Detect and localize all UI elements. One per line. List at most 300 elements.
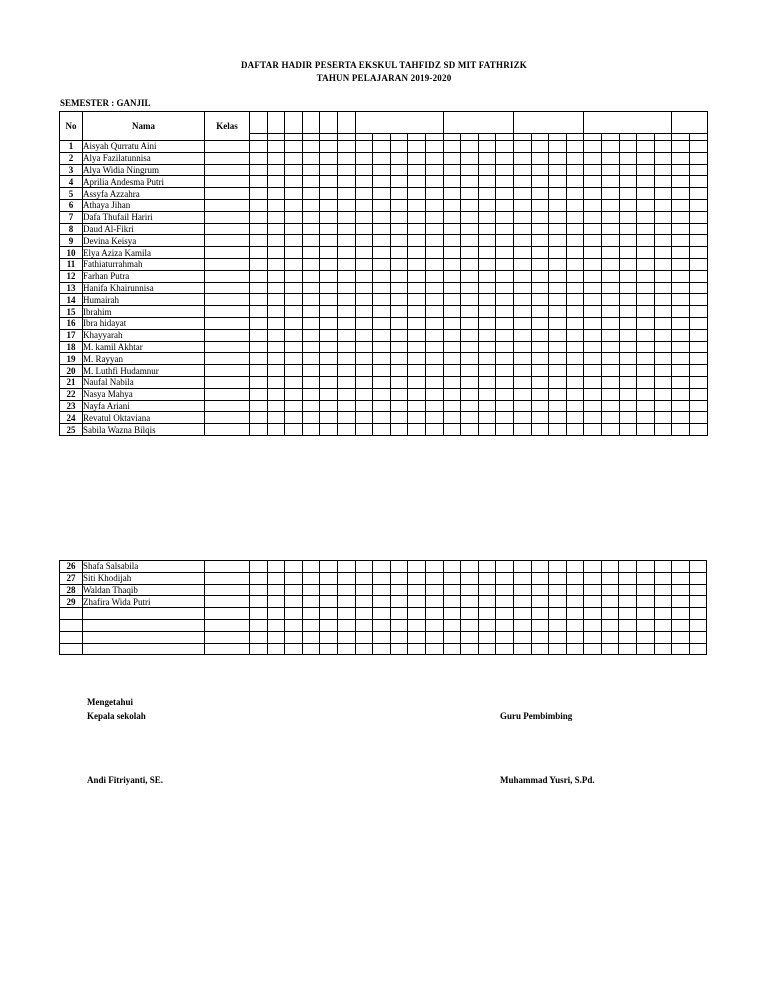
attendance-cell [337,176,355,188]
attendance-cell [302,199,320,211]
meeting-group-header [443,112,513,134]
attendance-cell [302,188,320,200]
student-number [60,643,83,655]
attendance-cell [443,294,461,306]
attendance-cell [672,294,690,306]
attendance-cell [689,584,707,596]
attendance-cell [425,247,443,259]
attendance-cell [320,400,338,412]
attendance-cell [566,258,584,270]
student-row [60,424,708,436]
student-number: 8 [60,223,83,235]
attendance-cell [689,211,707,223]
attendance-cell [513,258,531,270]
attendance-cell [250,152,268,164]
attendance-cell [637,176,655,188]
attendance-cell [443,199,461,211]
attendance-cell [373,247,391,259]
attendance-cell [461,608,479,620]
attendance-cell [320,188,338,200]
attendance-cell [267,282,285,294]
attendance-cell [689,365,707,377]
attendance-cell [513,235,531,247]
attendance-cell [478,199,496,211]
attendance-cell [496,619,514,631]
attendance-cell [443,211,461,223]
student-class-cell [205,317,250,329]
attendance-cell [443,176,461,188]
attendance-cell [619,376,637,388]
attendance-cell [373,258,391,270]
attendance-cell [302,561,320,573]
attendance-cell [267,317,285,329]
attendance-cell [320,270,338,282]
attendance-cell [250,400,268,412]
attendance-cell [373,141,391,153]
attendance-cell [302,247,320,259]
attendance-cell [425,400,443,412]
attendance-cell [549,424,567,436]
attendance-cell [337,584,355,596]
student-number: 9 [60,235,83,247]
attendance-cell [478,388,496,400]
attendance-cell [320,376,338,388]
attendance-table-page1 [59,111,708,436]
attendance-cell [513,164,531,176]
attendance-cell [355,282,373,294]
attendance-cell [513,424,531,436]
attendance-cell [355,258,373,270]
attendance-cell [443,561,461,573]
attendance-cell [531,141,549,153]
attendance-cell [285,619,303,631]
attendance-cell [601,199,619,211]
attendance-cell [601,596,619,608]
attendance-cell [619,164,637,176]
attendance-cell [373,223,391,235]
attendance-cell [513,270,531,282]
attendance-cell [425,317,443,329]
meeting-subheader-cell [461,134,479,141]
attendance-cell [478,258,496,270]
attendance-cell [672,412,690,424]
student-row [60,353,708,365]
attendance-cell [408,282,426,294]
attendance-cell [320,341,338,353]
attendance-cell [531,329,549,341]
meeting-subheader-cell [443,134,461,141]
attendance-cell [320,141,338,153]
attendance-cell [267,164,285,176]
attendance-cell [285,365,303,377]
meeting-subheader-cell [302,134,320,141]
attendance-cell [320,596,338,608]
attendance-cell [601,400,619,412]
attendance-cell [267,223,285,235]
attendance-cell [689,164,707,176]
attendance-cell [373,188,391,200]
attendance-cell [601,572,619,584]
attendance-cell [549,317,567,329]
attendance-cell [320,247,338,259]
student-name [83,631,205,643]
attendance-cell [549,341,567,353]
student-row [60,270,708,282]
meeting-subheader-cell [337,134,355,141]
attendance-cell [601,643,619,655]
attendance-cell [478,643,496,655]
attendance-cell [637,400,655,412]
attendance-cell [408,619,426,631]
attendance-cell [654,619,672,631]
attendance-cell [478,596,496,608]
student-class-cell [205,164,250,176]
attendance-cell [584,329,602,341]
attendance-cell [654,341,672,353]
meeting-group-header [302,112,320,134]
attendance-cell [478,176,496,188]
attendance-cell [496,561,514,573]
attendance-cell [285,247,303,259]
attendance-cell [408,188,426,200]
attendance-cell [373,631,391,643]
attendance-cell [355,235,373,247]
attendance-cell [531,584,549,596]
attendance-cell [337,188,355,200]
attendance-cell [513,388,531,400]
attendance-cell [302,619,320,631]
attendance-cell [584,643,602,655]
attendance-cell [513,400,531,412]
attendance-cell [302,176,320,188]
attendance-cell [425,412,443,424]
attendance-cell [250,584,268,596]
attendance-cell [461,247,479,259]
attendance-cell [355,211,373,223]
attendance-cell [619,596,637,608]
attendance-cell [672,188,690,200]
attendance-cell [443,365,461,377]
attendance-cell [461,376,479,388]
student-row [60,619,707,631]
attendance-cell [461,152,479,164]
meeting-subheader-cell [320,134,338,141]
attendance-cell [390,258,408,270]
attendance-cell [478,572,496,584]
attendance-cell [584,608,602,620]
attendance-cell [285,317,303,329]
attendance-cell [496,631,514,643]
attendance-cell [496,223,514,235]
attendance-cell [373,235,391,247]
attendance-cell [355,317,373,329]
attendance-cell [637,341,655,353]
attendance-cell [637,199,655,211]
attendance-cell [337,376,355,388]
attendance-cell [355,365,373,377]
attendance-cell [390,235,408,247]
attendance-cell [461,223,479,235]
attendance-cell [513,376,531,388]
attendance-cell [390,608,408,620]
attendance-cell [408,365,426,377]
student-row [60,247,708,259]
attendance-cell [302,317,320,329]
attendance-cell [443,572,461,584]
attendance-cell [513,365,531,377]
attendance-cell [619,152,637,164]
attendance-cell [425,141,443,153]
attendance-cell [390,317,408,329]
attendance-cell [619,294,637,306]
attendance-cell [619,235,637,247]
attendance-cell [478,223,496,235]
attendance-cell [672,223,690,235]
attendance-cell [443,376,461,388]
attendance-cell [267,608,285,620]
attendance-cell [267,572,285,584]
attendance-cell [478,376,496,388]
student-number: 11 [60,258,83,270]
meeting-subheader-cell [373,134,391,141]
student-name: Daud Al-Fikri [83,223,205,235]
attendance-cell [496,341,514,353]
attendance-cell [654,223,672,235]
attendance-cell [425,306,443,318]
attendance-cell [549,235,567,247]
attendance-cell [496,317,514,329]
attendance-cell [373,270,391,282]
student-class-cell [205,141,250,153]
attendance-cell [443,424,461,436]
student-row [60,188,708,200]
attendance-cell [566,388,584,400]
attendance-cell [531,376,549,388]
attendance-cell [302,164,320,176]
attendance-cell [689,270,707,282]
attendance-cell [425,164,443,176]
student-name: Aprilia Andesma Putri [83,176,205,188]
attendance-cell [619,572,637,584]
attendance-cell [689,317,707,329]
attendance-cell [513,294,531,306]
meeting-subheader-cell [496,134,514,141]
attendance-cell [337,235,355,247]
attendance-cell [320,584,338,596]
attendance-cell [689,247,707,259]
student-name: Naufal Nabila [83,376,205,388]
attendance-cell [549,631,567,643]
attendance-cell [461,341,479,353]
attendance-cell [549,247,567,259]
attendance-cell [654,412,672,424]
attendance-cell [566,235,584,247]
attendance-cell [637,561,655,573]
attendance-cell [672,643,690,655]
attendance-cell [250,329,268,341]
attendance-cell [443,596,461,608]
attendance-cell [531,211,549,223]
attendance-cell [390,596,408,608]
student-name: Fathiaturrahmah [83,258,205,270]
attendance-cell [549,306,567,318]
attendance-cell [337,294,355,306]
meeting-subheader-cell [267,134,285,141]
attendance-cell [478,329,496,341]
student-row [60,376,708,388]
attendance-cell [566,152,584,164]
student-class-cell [205,365,250,377]
attendance-cell [267,294,285,306]
header-class: Kelas [205,112,250,141]
attendance-cell [496,584,514,596]
attendance-cell [601,353,619,365]
attendance-cell [619,584,637,596]
attendance-cell [373,353,391,365]
attendance-cell [689,572,707,584]
attendance-cell [302,400,320,412]
attendance-cell [337,619,355,631]
attendance-cell [355,424,373,436]
attendance-cell [408,596,426,608]
student-number: 24 [60,412,83,424]
attendance-cell [250,258,268,270]
attendance-cell [267,619,285,631]
attendance-cell [672,306,690,318]
attendance-cell [689,353,707,365]
attendance-cell [390,282,408,294]
attendance-cell [584,141,602,153]
attendance-cell [302,282,320,294]
attendance-cell [337,164,355,176]
acknowledge-label: Mengetahui [87,697,133,707]
attendance-cell [250,412,268,424]
header-name: Nama [83,112,205,141]
attendance-cell [267,412,285,424]
attendance-cell [337,306,355,318]
teacher-name: Muhammad Yusri, S.Pd. [500,775,595,785]
attendance-cell [672,247,690,259]
attendance-cell [285,608,303,620]
attendance-cell [531,619,549,631]
attendance-cell [654,400,672,412]
student-number: 13 [60,282,83,294]
attendance-cell [601,258,619,270]
attendance-cell [302,572,320,584]
attendance-cell [619,270,637,282]
attendance-cell [654,211,672,223]
attendance-cell [566,211,584,223]
attendance-cell [689,596,707,608]
attendance-cell [549,270,567,282]
attendance-cell [355,412,373,424]
attendance-cell [513,329,531,341]
attendance-cell [584,631,602,643]
attendance-cell [496,176,514,188]
attendance-cell [566,619,584,631]
attendance-cell [408,631,426,643]
attendance-cell [337,341,355,353]
attendance-cell [637,619,655,631]
attendance-cell [302,341,320,353]
attendance-cell [390,388,408,400]
attendance-cell [390,572,408,584]
attendance-cell [619,188,637,200]
attendance-cell [619,400,637,412]
attendance-cell [425,211,443,223]
attendance-cell [654,164,672,176]
attendance-cell [478,164,496,176]
attendance-cell [584,317,602,329]
attendance-cell [461,388,479,400]
attendance-cell [566,376,584,388]
attendance-cell [320,152,338,164]
student-row [60,152,708,164]
attendance-cell [584,388,602,400]
attendance-cell [619,176,637,188]
attendance-cell [672,152,690,164]
attendance-cell [584,247,602,259]
attendance-cell [302,353,320,365]
attendance-cell [672,164,690,176]
student-number: 1 [60,141,83,153]
student-name [83,608,205,620]
attendance-cell [461,294,479,306]
attendance-cell [496,643,514,655]
student-number: 10 [60,247,83,259]
attendance-cell [654,317,672,329]
student-number: 16 [60,317,83,329]
attendance-cell [302,608,320,620]
attendance-cell [320,306,338,318]
attendance-cell [250,317,268,329]
attendance-cell [302,258,320,270]
attendance-cell [496,152,514,164]
attendance-cell [408,270,426,282]
attendance-cell [285,152,303,164]
attendance-cell [513,282,531,294]
attendance-cell [373,388,391,400]
attendance-cell [285,643,303,655]
attendance-cell [619,631,637,643]
student-name: Nasya Mahya [83,388,205,400]
attendance-cell [531,188,549,200]
attendance-cell [672,608,690,620]
attendance-cell [601,424,619,436]
meeting-group-header [337,112,355,134]
student-row [60,306,708,318]
attendance-cell [267,247,285,259]
attendance-cell [302,211,320,223]
attendance-cell [496,572,514,584]
attendance-cell [513,211,531,223]
attendance-cell [513,643,531,655]
attendance-cell [672,341,690,353]
attendance-cell [672,235,690,247]
meeting-subheader-cell [584,134,602,141]
attendance-cell [566,424,584,436]
attendance-cell [320,353,338,365]
attendance-cell [302,376,320,388]
attendance-cell [250,365,268,377]
student-number: 15 [60,306,83,318]
attendance-cell [337,412,355,424]
attendance-cell [637,247,655,259]
student-class-cell [205,247,250,259]
attendance-cell [250,619,268,631]
attendance-cell [337,400,355,412]
student-number: 29 [60,596,83,608]
